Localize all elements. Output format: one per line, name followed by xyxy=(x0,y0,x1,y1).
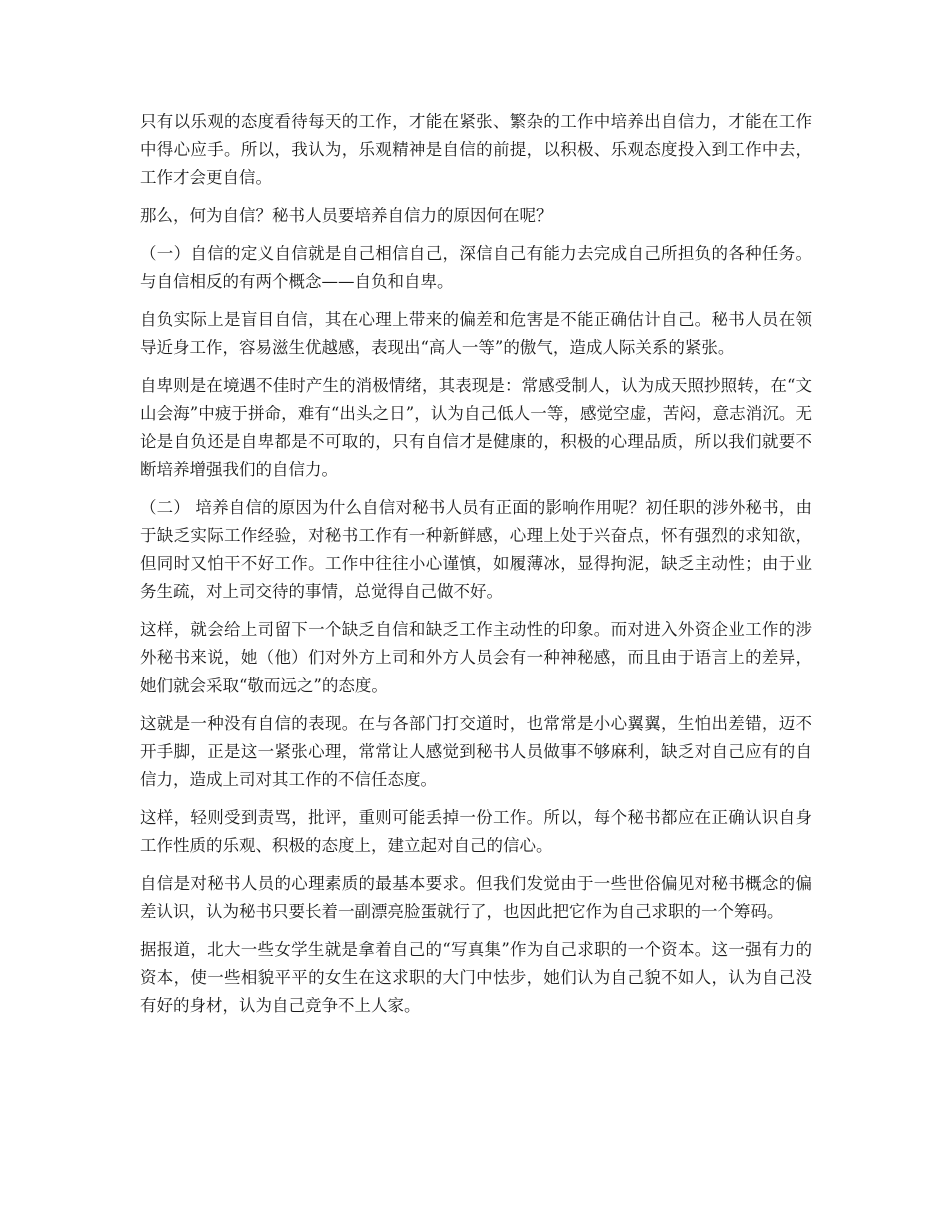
paragraph-11: 据报道，北大一些女学生就是拿着自己的“写真集”作为自己求职的一个资本。这一强有力的资本，使一些相貌平平的女生在这求职的大门中怯步，她们认为自己貌不如人，认为自己没有好的身材，认为自己竞争不上人家。 xyxy=(140,940,812,1015)
paragraph-9: 这样，轻则受到责骂，批评，重则可能丢掉一份工作。所以，每个秘书都应在正确认识自身工作性质的乐观、积极的态度上，建立起对自己的信心。 xyxy=(140,808,812,855)
paragraph-5: 自卑则是在境遇不佳时产生的消极情绪，其表现是：常感受制人，认为成天照抄照转，在“文山会海”中疲于拼命，难有“出头之日”，认为自己低人一等，感觉空虚，苦闷，意志消沉。无论是自负还是自卑都是不可取的，只有自信才是健康的，积极的心理品质，所以我们就要不断培养增强我们的自信力。 xyxy=(140,376,812,479)
document-page xyxy=(140,108,812,1030)
paragraph-6: （二） 培养自信的原因为什么自信对秘书人员有正面的影响作用呢？初任职的涉外秘书，由于缺乏实际工作经验，对秘书工作有一种新鲜感，心理上处于兴奋点，怀有强烈的求知欲，但同时又怕干不好工作。工作中往往小心谨慎，如履薄冰，显得拘泥，缺乏主动性；由于业务生疏，对上司交待的事情，总觉得自己做不好。 xyxy=(140,498,812,601)
paragraph-4: 自负实际上是盲目自信，其在心理上带来的偏差和危害是不能正确估计自己。秘书人员在领导近身工作，容易滋生优越感，表现出“高人一等”的傲气，造成人际关系的紧张。 xyxy=(140,310,812,357)
paragraph-10: 自信是对秘书人员的心理素质的最基本要求。但我们发觉由于一些世俗偏见对秘书概念的偏差认识，认为秘书只要长着一副漂亮脸蛋就行了，也因此把它作为自己求职的一个筹码。 xyxy=(140,874,812,921)
paragraph-8: 这就是一种没有自信的表现。在与各部门打交道时，也常常是小心翼翼，生怕出差错，迈不开手脚，正是这一紧张心理，常常让人感觉到秘书人员做事不够麻利，缺乏对自己应有的自信力，造成上司对其工作的不信任态度。 xyxy=(140,714,812,789)
paragraph-1: 只有以乐观的态度看待每天的工作，才能在紧张、繁杂的工作中培养出自信力，才能在工作中得心应手。所以，我认为，乐观精神是自信的前提，以积极、乐观态度投入到工作中去，工作才会更自信。 xyxy=(140,112,812,187)
paragraph-3: （一）自信的定义自信就是自己相信自己，深信自己有能力去完成自己所担负的各种任务。与自信相反的有两个概念——自负和自卑。 xyxy=(140,244,812,291)
paragraph-7: 这样，就会给上司留下一个缺乏自信和缺乏工作主动性的印象。而对进入外资企业工作的涉外秘书来说，她（他）们对外方上司和外方人员会有一种神秘感，而且由于语言上的差异，她们就会采取“敬而远之”的态度。 xyxy=(140,620,812,695)
paragraph-2: 那么，何为自信？秘书人员要培养自信力的原因何在呢？ xyxy=(140,206,553,225)
